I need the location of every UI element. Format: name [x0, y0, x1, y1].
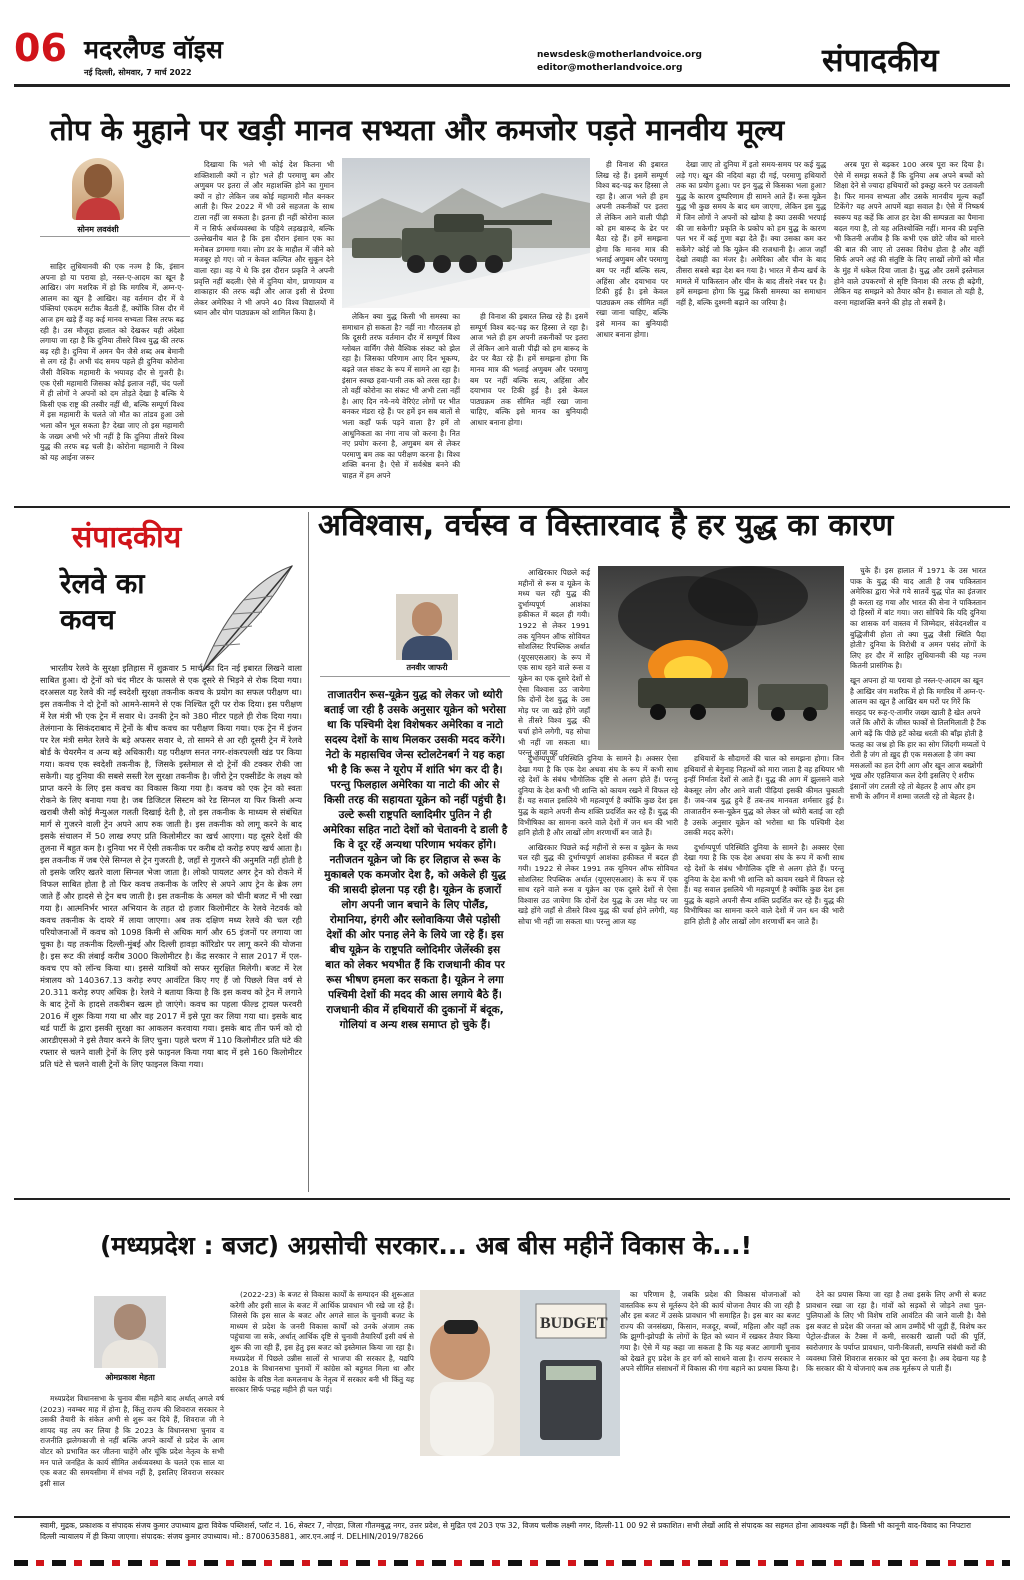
- article-1-col1-text: साहिर लुधियानवी की एक नज्म है कि, इंसान अपना हो या पराया हो, नस्ल-ए-आदम का खून है आखिर। जंग मशरिक में हो कि मगरिब में, अम्न-ए-आलम का खून है आखिर। वह वर्तमान दौर में वे पंक्तियां एकदम सटीक बैठती हैं, क्योंकि जिस दौर में आज हम खड़े हैं वह कई मानव सभ्यता जिस तरफ बढ़ रही है। उस मौजूदा हालात को देखकर यही अंदेशा लगाया जा रहा है कि दुनिया तीसरे विश्व युद्ध की तरफ बढ़ रही है। दुनिया में अमन चैन जैसे शब्द अब बेमानी से लग रहे हैं। अभी चंद समय पहले ही दुनिया कोरोना जैसी वैश्विक महामारी के भयावह दौर से गुजरी है। एक ऐसी महामारी जिसका कोई इलाज नहीं, चंद पलों में ही लोगों ने अपनों को दम तोड़ते देखा है बल्कि ये किसी एक राष्ट्र की तस्वीर नहीं थी, बल्कि सम्पूर्ण विश्व में इस महामारी के चलते जो मौत का तांडव हुआ उसे भला कौन भूल सकता है? देखा जाए तो इस महामारी के जख्म अभी भरे भी नहीं है कि दुनिया तीसरे विश्व युद्ध की तरफ बढ़ चली है। कोरोना महामारी ने विश्व को यह आईना जरूर: [40, 262, 184, 462]
- article-1-col4-top: [596, 160, 668, 498]
- footer-rule: [14, 1516, 1010, 1518]
- article-1-col6-text: अरब पूरा से बढ़कर 100 अरब पूरा कर दिया है। ऐसे में समझ सकते हैं कि दुनिया अब अपने बच्चों को शिक्षा देने से ज्यादा हथियारों को इकट्ठा करने पर उतावली है। फिर मानव सभ्यता और उसके मानवीय मूल्य कहाँ टिकेंगे? यह अपने आपमें बड़ा सवाल है। ऐसे में निष्कर्ष स्वरूप यह कहें कि आज हर देश की सम्पन्नता का पैमाना बदल गया है, तो यह अतिश्योक्ति नहीं। मानव की प्रवृत्ति भी कितनी अजीब है कि कभी एक छोटे जीव को मारने की बात की जाए तो उसका विरोध होता है और वहीं सिर्फ अपने अहं की संतुष्टि के लिए लाखों लोगों को मौत के मुंह में धकेल दिया जाता है। युद्ध और उसमें इस्तेमाल होने वाले उपकरणों से सृष्टि विनाश की तरफ ही बढ़ेगी, लेकिन यह समझने को तैयार कौन है। सवाल तो यही है, वरना महाशक्ति बनने की होड़ तो सबमें है।: [834, 160, 984, 307]
- pull-quote-text: ताजातरीन रूस-यूक्रेन युद्ध को लेकर जो थ्योरी बताई जा रही है उसके अनुसार यूक्रेन को भरोसा था कि पश्चिमी देश विशेषकर अमेरिका व नाटो सदस्य देशों के साथ मिलकर उसकी मदद करेंगे। नेटो के महासचिव जेन्स स्टोलटेनबर्ग ने यह कहा भी है कि रूस ने यूरोप में शांति भंग कर दी है। परन्तु फिलहाल अमेरिका या नाटो की ओर से किसी तरह की सहायता यूक्रेन को नहीं पहुंची है। उल्टे रूसी राष्ट्रपति व्लादिमीर पुतिन ने ही अमेरिका सहित नाटो देशों को चेतावनी दे डाली है कि वे दूर रहें अन्यथा परिणाम भयंकर होंगे। नतीजतन यूक्रेन जो कि हर लिहाज से रूस के मुकाबले एक कमजोर देश है, को अकेले ही युद्ध की त्रासदी झेलना पड़ रही है। यूक्रेन के हजारों लोग अपनी जान बचाने के लिए पोलैंड, रोमानिया, हंगरी और स्लोवाकिया जैसे पड़ोसी देशों की ओर पनाह लेने के लिये जा रहे हैं। इस बीच यूक्रेन के राष्ट्रपति व्लोदिमीर जेलेंस्की इस बात को लेकर भयभीत हैं कि राजधानी कीव पर रूस भीषण हमला कर सकता है। यूक्रेन ने लगा पश्चिमी देशों की मदद की आस लगाये बैठे हैं। राजधानी कीव में हथियारों की दुकानों में बंदूक, गोलियां व अन्य शस्त्र समाप्त हो चुके हैं।: [322, 689, 508, 1031]
- article-2-col-c: [850, 566, 986, 1196]
- section-title: संपादकीय: [822, 41, 939, 79]
- rail-tag: संपादकीय: [72, 520, 182, 555]
- article-3-headline: (मध्यप्रदेश : बजट) अग्रसोची सरकार... अब बीस महीनें विकास के...!: [100, 1231, 753, 1260]
- article-1-col1: [40, 262, 184, 498]
- article-1-col5-text: देखा जाए तो दुनिया में इतो समय-समय पर कई युद्ध लड़े गए। खून की नदियां बहा दी गई, परमाणु हथियारों तक का प्रयोग हुआ। पर इन युद्ध से किसका भला हुआ? युद्ध के कारण दुष्परिणाम ही सामने आते हैं। रूस यूक्रेन युद्ध भी कुछ समय के बाद थम जाएगा, लेकिन इस युद्ध में जिन लोगों ने अपनों को खोया है क्या उसकी भरपाई की जा सकेगी? प्रकृति के प्रकोप को हम युद्ध के कारण पल भर में कई गुणा बढ़ा देते हैं। क्या उसका कम कर सकेंगे? कोई जो कि यूक्रेन की राजधानी है। आज जहाँ देखो तबाही का मंजर है। अमेरिका और चीन के बाद तीसरा सबसे बड़ा देश बन गया है। भारत में सैन्य खर्च के मामले में पाकिस्तान और चीन के बाद तीसरे नंबर पर है। हमें समझना होगा कि युद्ध किसी समस्या का समाधान नहीं है, बल्कि दुश्मनी बढ़ाने का जरिया है।: [676, 160, 826, 307]
- article-1-col4-text: ही विनाश की इबारत लिख रहे हैं। इसमें सम्पूर्ण विश्व बद-चढ़ कर हिस्सा ले रहा है। आज भले ही हम अपनी तकनीकों पर इतरा लें लेकिन आने वाली पीढ़ी को हम बारूद के ढेर पर बैठा रहे हैं। हमें समझना होगा कि मानव मात्र की भलाई अणुबम और परमाणु बम पर नहीं बल्कि सत्य, अहिंसा और दयाभाव पर टिकी हुई है। इसे केवल पाठ्यक्रम तक सीमित नहीं रखा जाना चाहिए, बल्कि इसे मानव का बुनियादी आधार बनाना होगा।: [470, 312, 588, 427]
- vertical-rule: [308, 512, 309, 1192]
- rail-body: [40, 662, 302, 1182]
- email-editor[interactable]: editor@motherlandvoice.org: [537, 63, 683, 73]
- article-2-intro: [518, 568, 590, 758]
- article-3-col2: [230, 1290, 414, 1510]
- article-1-headline: तोप के मुहाने पर खड़ी मानव सभ्यता और कमजोर पड़ते मानवीय मूल्य: [50, 113, 785, 147]
- tank-illustration: [342, 158, 590, 308]
- article-1-col6: [834, 160, 984, 498]
- article-2-headline: अविश्वास, वर्चस्व व विस्तारवाद है हर युद्ध का कारण: [318, 508, 894, 543]
- rail-title: रेलवे का कवच: [60, 567, 145, 636]
- author-photo-sonam: [72, 158, 124, 220]
- pull-quote: [322, 688, 508, 1031]
- author-rule: [40, 236, 190, 237]
- page-number: 06: [14, 26, 67, 70]
- article-1-col2: [194, 160, 334, 498]
- dateline: नई दिल्ली, सोमवार, 7 मार्च 2022: [84, 68, 192, 77]
- article-2-col-b-cont: दुर्भाग्यपूर्ण परिस्थिति दुनिया के सामने है। अक्सर ऐसा देखा गया है कि एक देश अथवा संघ के रूप में कभी साथ रहे देशों के संबंध भौगोलिक दृष्टि से अलग होते हैं। परन्तु दुनिया के देश कभी भी शान्ति को कायम रखने में विफल रहे हैं। यह सवाल इसलिये भी महत्वपूर्ण है क्योंकि कुछ देश इस युद्ध के बहाने अपनी सैन्य शक्ति प्रदर्शित कर रहे हैं। युद्ध की विभीषिका का सामना करने वाले देशों में जन धन की भारी हानि होती है और लाखों लोग शरणार्थी बन जाते हैं।: [684, 842, 844, 926]
- article-3-col3: [620, 1290, 800, 1510]
- budget-photo: [420, 1290, 620, 1456]
- author-name-omprakash: ओमप्रकाश मेहता: [105, 1373, 155, 1382]
- imprint-line: [40, 1520, 986, 1550]
- imprint-text: स्वामी, मुद्रक, प्रकाशक व संपादक संजय कुमार उपाध्याय द्वारा विवेक पब्लिशर्स, प्लॉट नं. 16, सेक्टर 7, नोएडा, जिला गौतमबुद्ध नगर, उत्तर प्रदेश, से मुद्रित एवं 203 एफ 32, विजय चलीक लक्ष्मी नगर, दिल्ली-11 00 92 से प्रकाशित। सभी लेखों आदि से संपादक का सहमत होना आवश्यक नहीं है। किसी भी कानूनी वाद-विवाद का निपटारा दिल्ली न्यायालय में ही किया जाएगा। संपादक: संजय कुमार उपाध्याय। मो.: 8700635881, आर.एन.आई नं. DELHIN/2019/78266: [40, 1521, 972, 1541]
- author-name-tanveer: तनवीर जाफरी: [406, 663, 448, 672]
- article-2-col-a-cont: आखिरकार पिछले कई महीनों से रूस व यूक्रेन के मध्य चल रही युद्ध की दुर्भाग्यपूर्ण आशंका हकीकत में बदल ही गयी। 1922 से लेकर 1991 तक यूनियन ऑफ सोवियत सोशलिस्ट रिपब्लिक अर्थात (यूएसएसआर) के रूप में एक साथ रहने वाले रूस व यूक्रेन का एक दूसरे देशों से ऐसा विश्वास उठ जायेगा कि दोनों देश युद्ध के उस मोड़ पर जा खड़े होंगे जहाँ से तीसरे विश्व युद्ध की चर्चा होने लगेगी, यह सोचा भी नहीं जा सकता था। परन्तु आज यह: [518, 842, 678, 926]
- article-1-col5: [676, 160, 826, 498]
- article-1-col3: [342, 312, 460, 498]
- author-photo-omprakash: [94, 1296, 166, 1368]
- article-3-col4: [806, 1290, 986, 1510]
- article-3-col1: [40, 1394, 224, 1510]
- article-2-poem: खून अपना हो या पराया हो नस्ल-ए-आदम का खून है आखिर जंग मशरिक में हो कि मगरिब में अम्न-ए-आलम का खून है आखिर बम घरों पर गिरें कि सरहद पर रूह-ए-तामीर जख्म खाती है खेत अपने जलें कि औरों के जीस्त फाकों से तिलमिलाती है टैंक आगे बढ़ें कि पीछे हटें कोख धरती की बाँझ होती है फतह का जश्न हो कि हार का सोग जिंदगी मय्यतों पे रोती है जंग तो ख़ुद ही एक मसअला है जंग क्या मसअलों का हल देगी आग और खून आज बख्शेगी भूख और एहतियाज कल देगी इसलिए ऐ शरीफ इंसानों जंग टलती रहे तो बेहतर है आप और हम सभी के आँगन में शम्मा जलती रहे तो बेहतर है।: [850, 675, 986, 802]
- paper-name: मदरलैण्ड वॉइस: [84, 35, 223, 64]
- section-rule-2: [14, 1198, 1010, 1200]
- author-photo-tanveer: [396, 594, 458, 660]
- article-2-col-a: [518, 754, 678, 1194]
- article-1-col2-text: दिखाया कि भले भी कोई देश कितना भी शक्तिशाली क्यों न हो? भले ही परमाणु बम और अणुबम पर इतरा लें और महाशक्ति होने का गुमान क्यों न हो? लेकिन जब कोई महामारी मौत बनकर आती है। फिर 2022 में भी उसे सहजता के साथ टाला नहीं जा सकता है। इतना ही नहीं कोरोना काल में न सिर्फ अर्थव्यवस्था के पहिये लड़खड़ाये, बल्कि उल्लेखनीय बात है कि इस दौरान इंसान एक का मनोबल डगमगा गया। लोग डर के माहौल में जीने को मजबूर हो गए। जो न केवल कल्पित और सुकून देने वाला रहा। वह ये थे कि इस दौरान प्रकृति ने अपनी प्रवृत्ति नहीं बदली। ऐसे में दुनिया योग, प्राणायाम व शाकाहार की तरफ बढ़ी और आज इसी से प्रेरणा लेकर अमेरिका ने भी अपने 40 विश्व विद्यालयों में ध्यान और योग पाठ्यक्रम को शामिल किया है।: [194, 160, 334, 318]
- rail-body-text: भारतीय रेलवे के सुरक्षा इतिहास में शुक्रवार 5 मार्च का दिन नई इबारत लिखने वाला साबित हुआ। दो ट्रेनों को चंद मीटर के फासले से एक दूसरे से भिड़ने से रोक दिया गया। दरअसल यह रेलवे की नई स्वदेशी सुरक्षा तकनीक कवच के प्रयोग का सफल परीक्षण था। इस तकनीक ने दो ट्रेनों को आमने-सामने से एक निश्चित दूरी पर रोक दिया। इस परीक्षण में रेल मंत्री भी एक ट्रेन में सवार थे। उनकी ट्रेन को 380 मीटर पहले ही रोक दिया गया। तेलंगाना के सिकंदराबाद में ट्रेनों के बीच कवच का परीक्षण किया गया। एक ट्रेन में इंजन पर रेल मंत्री समेत रेलवे के बड़े अफसर सवार थे, तो सामने से आ रही दूसरी ट्रेन में रेलवे बोर्ड के चेयरमैन व अन्य बड़े अधिकारी। यह परीक्षण सनत नगर-शंकरपल्ली खंड पर किया गया। कवच एक स्वदेशी तकनीक है, जिसके इस्तेमाल से दो ट्रेनों की टक्कर रोकी जा सकेगी। यह दुनिया की सबसे सस्ती रेल सुरक्षा तकनीक है। जीरो ट्रेन एक्सीडेंट के लक्ष्य को प्राप्त करने के लिए इस कवच का विकास किया गया है। कवच को एक ट्रेन को स्वतः रोकने के लिए बनाया गया है। जब डिजिटल सिस्टम को रेड सिग्नल या फिर किसी अन्य खराबी जैसी कोई मैन्युअल गलती दिखाई देती है, तो इस तकनीक के माध्यम से संबंधित मार्ग से गुजरने वाली ट्रेन अपने आप रुक जाती है। इस तकनीक को लागू करने के बाद इसके संचालन में 50 लाख रुपए प्रति किलोमीटर का खर्च आएगा। यह दूसरे देशों की तुलना में बहुत कम है। दुनिया भर में ऐसी तकनीक पर करीब दो करोड़ रुपए खर्च आता है। इस तकनीक में जब ऐसे सिग्नल से ट्रेन गुजरती है, जहाँ से गुजरने की अनुमति नहीं होती है तो इसके जरिए खतरे वाला सिग्नल भेजा जाता है। लोको पायलट अगर ट्रेन को रोकने में विफल साबित होता है तो फिर कवच तकनीक के जरिए से अपने आप ट्रेन के ब्रेक लग जाते हैं और हादसे से ट्रेन बच जाती है। इस तकनीक के अमल को चीनी बजट में भी रखा गया है। आत्मनिर्भर भारत अभियान के तहत दो हजार किलोमीटर के रेलवे नेटवर्क को कवच तकनीक के दायरे में लाया जाएगा। अब तक दक्षिण मध्य रेलवे की चल रही परियोजनाओं में कवच को 1098 किमी से अधिक मार्ग और 65 इंजनों पर लगाया जा चुका है। यह तकनीक दिल्ली-मुंबई और दिल्ली हावड़ा कॉरिडोर पर लागू करने की योजना है। इस रूट की लंबाई करीब 3000 किलोमीटर है। केंद्र सरकार ने साल 2017 में एल-कवच एप को लॉन्च किया था। इससे यात्रियों को सफर सुरक्षित मिलेगी। बजट में रेल मंत्रालय को 140367.13 करोड़ रुपए आवंटित किए गए हैं जो पिछले वित्त वर्ष से 20.311 करोड़ रुपए अधिक है। रेलवे ने बताया किया है कि इस कवच को ट्रेन में लगाने के बाद ट्रेनों के हादसे तकरीबन खत्म हो जाएंगे। कवच का पहला फील्ड ट्रायल फरवरी 2016 में शुरू किया गया था और वह 2017 में इसे पूरा कर लिया गया था। इसके बाद थर्ड पार्टी के द्वारा इसकी सुरक्षा का आकलन करवाया गया। इसके बाद तीन फर्म को दो आरडीएसओ ने इसे तैयार करने के लिए चुना। पहले चरण में 110 किलोमीटर प्रति घंटे की रफ्तार से चलने वाली ट्रेनों के लिए इसे फाइनल किया गया बाद में इसे 160 किलोमीटर प्रति घंटे से चलने वाली ट्रेनों के लिए फाइनल किया गया।: [40, 663, 302, 1069]
- fire-illustration: [598, 566, 844, 750]
- tank-photo: [342, 158, 590, 308]
- author2-rule: [320, 676, 510, 677]
- article-1-col3-text: लेकिन क्या युद्ध किसी भी समस्या का समाधान हो सकता है? नहीं ना! गौरतलब हो कि दूसरी तरफ वर्तमान दौर में सम्पूर्ण विश्व ग्लोबल वार्मिंग जैसे वैश्विक संकट को झेल रहा है। जिसका परिणाम आए दिन भूकम्प, बढ़ते जल संकट के रूप में सामने आ रहा है। इंसान स्वच्छ हवा-पानी तक को तरस रहा है। तो वहीं कोरोना का संकट भी अभी टला नहीं है। आए दिन नये-नये वेरिएंट लोगों पर भीत बनकर मंडरा रहे हैं। पर हमें इन सब बातों से भला कहाँ फर्क पड़ने वाला है? हमें तो आधुनिकता का नंगा नाच जो करना है। नित नए प्रयोग करना है, अणुबम बम से लेकर परमाणु बम तक का परीक्षण करना है। विश्व शक्ति बनना है। ऐसे में सर्वश्रेष्ठ बनने की चाहत में हम अपने: [342, 312, 460, 480]
- article-2-col-b: [684, 754, 844, 1194]
- article-3-col2-text: (2022-23) के बजट से विकास कार्यों के सम्पादन की शुरूआत करेगी और इसी साल के बजट में आर्थिक प्रावधान भी रखे जा रहे हैं। जिससे कि इस साल के बजट और अगले साल के चुनावी बजट के माध्यम से प्रदेश के जनरी विकास कार्यों को उनके अंजाम तक पहुंचाया जा सके, अर्थात् आर्थिक दृष्टि से चुनावी तैयारियाँ इसी वर्ष से शुरू की जा रही हैं, इस हेतु इस बजट को इस्तेमाल किया जा रहा है। मध्यप्रदेश में पिछले उन्नीस सालों से भाजपा की सरकार है, यद्यपि 2018 के विधानसभा चुनावों में कांग्रेस को बहुमत मिला था और कांग्रेस के वरिष्ठ नेता कमलनाथ के नेतृत्व में सरकार बनी भी किंतु यह सरकार सिर्फ पन्द्रह महीने ही चल पाई।: [230, 1290, 414, 1395]
- svg-text:BUDGET: BUDGET: [540, 1315, 608, 1332]
- article-3-col4-text: देने का प्रयास किया जा रहा है तथा इसके लिए अभी से बजट प्रावधान रखा जा रहा है। गांवों को सड़कों से जोड़ने तथा पुल-पुलियाओं के लिए भी विशेष राशि आवंटित की जाने वाली है। वैसे इस बजट से प्रदेश की जनता को आम उम्मीदें भी जुड़ी हैं, विशेष कर पेट्रोल-डीजल के टैक्स में कमी, सरकारी खाली पदों की पूर्ति, स्वरोजगार के पर्याप्त प्रावधान, पानी-बिजली, सम्पत्ति संबंधी करों की व्यवस्था जिसे शिवराज सरकार को पूरा करना है। अब देखना यह है कि सरकार की ये योजनाएं कब तक मूर्तरूप ले पाती हैं।: [806, 1290, 986, 1374]
- article-1-col4: [470, 312, 588, 498]
- burning-vehicles-photo: [598, 566, 844, 750]
- article-2-intro-text: आखिरकार पिछले कई महीनों से रूस व यूक्रेन के मध्य चल रही युद्ध की दुर्भाग्यपूर्ण आशंका हकीकत में बदल ही गयी। 1922 से लेकर 1991 तक यूनियन ऑफ सोवियत सोशलिस्ट रिपब्लिक अर्थात (यूएसएसआर) के रूप में एक साथ रहने वाले रूस व यूक्रेन का एक दूसरे देशों से ऐसा विश्वास उठ जायेगा कि दोनों देश युद्ध के उस मोड़ पर जा खड़े होंगे जहाँ से तीसरे विश्व युद्ध की चर्चा होने लगेगी, यह सोचा भी नहीं जा सकता था। परन्तु आज यह: [518, 568, 590, 758]
- budget-illustration: [420, 1290, 620, 1456]
- author-name-sonam: सोनम लववंशी: [77, 225, 119, 234]
- article-3-col1-text: मध्यप्रदेश विधानसभा के चुनाव बीस महीने बाद अर्थात् अगले वर्ष (2023) नवम्बर माह में होना है, किंतु राज्य की शिवराज सरकार ने उसकी तैयारी के संकेत अभी से शुरू कर दिये हैं, शिवराज जी ने शायद यह तय कर लिया है कि 2023 के विधानसभा चुनाव व राजनीति झलेगकाजी से नहीं बल्कि अपने कार्यों से प्रदेश के आम वोटर को प्रभावित कर जीतना चाहेंगे और चूंकि प्रदेश नेतृत्व के सभी मन पाले जनहित के कार्य सीमित अर्थव्यवस्था के चलते एक साल या एक बजट की समयसीमा में संभव नहीं है, इसलिए शिवराज सरकार इसी साल: [40, 1394, 224, 1488]
- color-registration-bar: [14, 1560, 1010, 1566]
- email-newsdesk[interactable]: newsdesk@motherlandvoice.org: [537, 50, 702, 60]
- masthead-rule: [14, 84, 1010, 87]
- article-1-col4-extra: ही विनाश की इबारत लिख रहे हैं। इसमें सम्पूर्ण विश्व बद-चढ़ कर हिस्सा ले रहा है। आज भले ही हम अपनी तकनीकों पर इतरा लें लेकिन आने वाली पीढ़ी को हम बारूद के ढेर पर बैठा रहे हैं। हमें समझना होगा कि मानव मात्र की भलाई अणुबम और परमाणु बम पर नहीं बल्कि सत्य, अहिंसा और दयाभाव पर टिकी हुई है। इसे केवल पाठ्यक्रम तक सीमित नहीं रखा जाना चाहिए, बल्कि इसे मानव का बुनियादी आधार बनाना होगा।: [596, 160, 668, 339]
- article-2-col-a-text: दुर्भाग्यपूर्ण परिस्थिति दुनिया के सामने है। अक्सर ऐसा देखा गया है कि एक देश अथवा संघ के रूप में कभी साथ रहे देशों के संबंध भौगोलिक दृष्टि से अलग होते हैं। परन्तु दुनिया के देश कभी भी शान्ति को कायम रखने में विफल रहे हैं। यह सवाल इसलिये भी महत्वपूर्ण है क्योंकि कुछ देश इस युद्ध के बहाने अपनी सैन्य शक्ति प्रदर्शित कर रहे हैं। युद्ध की विभीषिका का सामना करने वाले देशों में जन धन की भारी हानि होती है और लाखों लोग शरणार्थी बन जाते हैं।: [518, 754, 678, 838]
- article-2-col-c-text: चुके हैं। इस हालात में 1971 के उस भारत पाक के युद्ध की याद आती है जब पाकिस्तान अमेरिका द्वारा भेजे गये सातवें युद्ध पोत का इंतजार ही करता रह गया और भारत की सेना ने पाकिस्तान दो हिस्सों में बांट गया। जरा सोचिये कि यदि दुनिया का शासक वर्ग वास्तव में जिम्मेदार, संवेदनशील व बुद्धिजीवी होता तो क्या युद्ध जैसी स्थिति पैदा होती? दुनिया के विरोधी व अमन पसंद लोगों के लिए हर दौर में साहिर लुधियानवी की यह नज्म कितनी प्रासंगिक है।: [850, 566, 986, 671]
- article-2-col-b-text: हथियारों के सौदागरों की चाल को समझना होगा। जिन हथियारों से बेगुनाह निहत्थों को मारा जाता है वह हथियार भी इन्हीं निर्माता देशों से आते हैं। युद्ध की आग में झुलसने वाले बेकसूर लोग और आने वाली पीढ़ियां इसकी कीमत चुकाती हैं। जब-जब युद्ध हुये हैं तब-तब मानवता शर्मसार हुई है। ताजातरीन रूस-यूक्रेन युद्ध को लेकर जो थ्योरी बताई जा रही है उसके अनुसार यूक्रेन को भरोसा था कि पश्चिमी देश उसकी मदद करेंगे।: [684, 754, 844, 838]
- article-3-col3-text: का परिणाम है, जबकि प्रदेश की विकास योजनाओं को वास्तविक रूप से मूर्तरूप देने की कार्य योजना तैयार की जा रही है और इस बजट में उसके प्रावधान भी समाहित है। इस बार का बजट राज्य की जनसंख्या, किसान, मजदूर, बच्चों, महिला और वहाँ तक कि झुग्गी-झोपड़ी के लोगों के हित को ध्यान में रखकर तैयार किया गया है। ऐसे में यह कहा जा सकता है कि यह बजट आगामी चुनाव को देखते हुए प्रदेश के हर वर्ग को साधने वाला है। राज्य सरकार ने अपने सीमित संसाधनों में विकास की गंगा बहाने का प्रयास किया है।: [620, 1290, 800, 1374]
